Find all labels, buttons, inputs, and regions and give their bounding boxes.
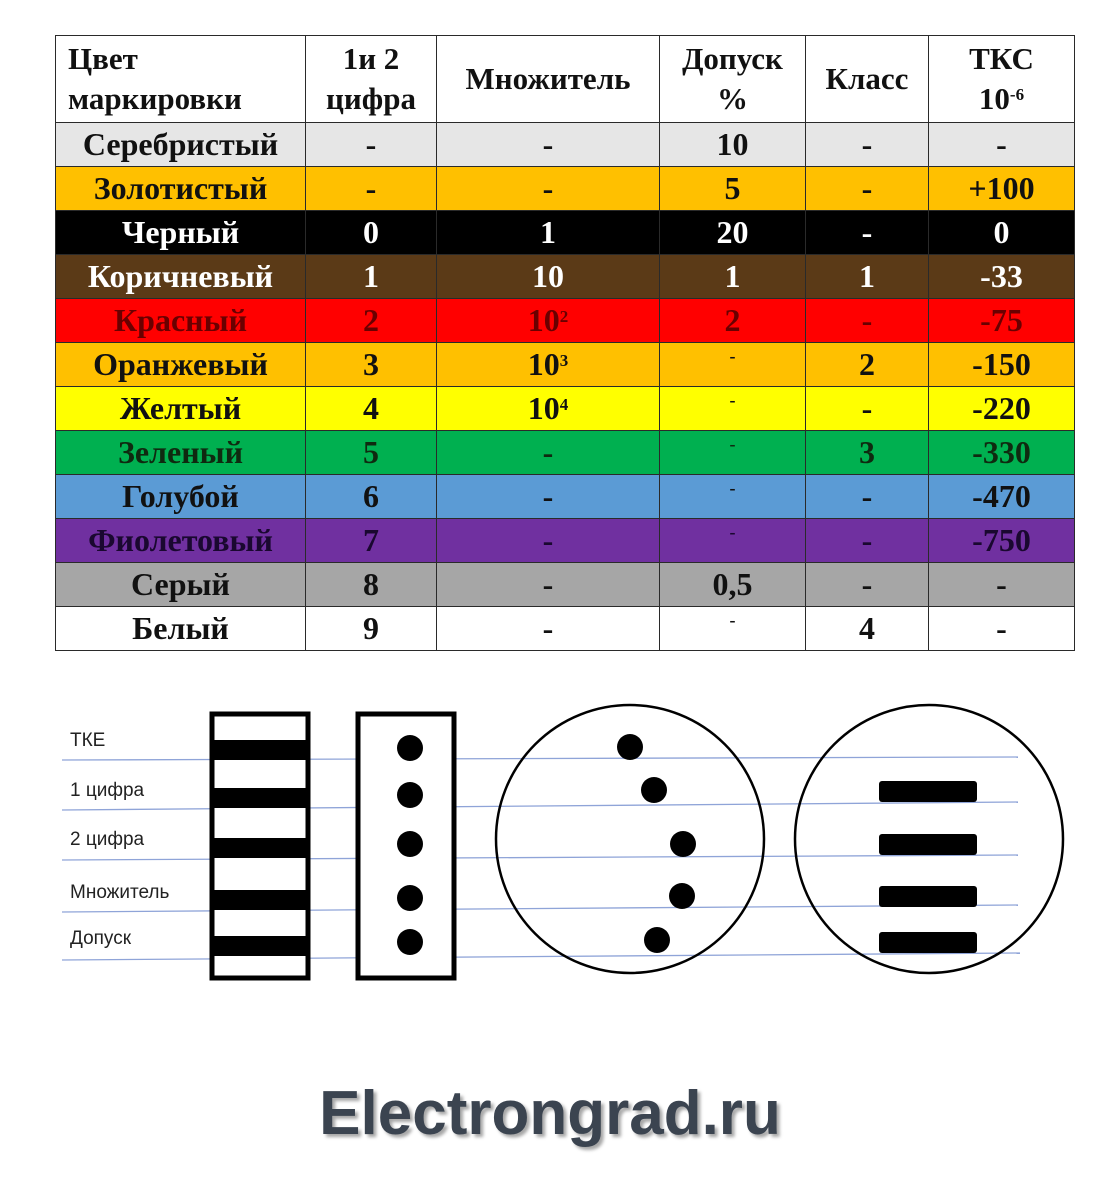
stripe-multiplier: [212, 890, 308, 910]
cell-color-name: Красный: [56, 299, 306, 343]
multiplier-base: 1: [540, 214, 556, 250]
header-tolerance: [660, 36, 806, 123]
cell-class: 2: [806, 343, 929, 387]
table-row: [56, 431, 1075, 475]
header-tcr: [929, 36, 1075, 123]
cell-class: -: [806, 387, 929, 431]
header-tolerance-line2: %: [717, 81, 748, 116]
round-barred-body: [795, 705, 1063, 973]
cell-color-name: Белый: [56, 607, 306, 651]
cell-tolerance: 5: [660, 167, 806, 211]
multiplier-base: -: [542, 170, 554, 206]
tolerance-dash: -: [729, 610, 736, 630]
dot-digit2: [397, 831, 423, 857]
multiplier-base: 10: [532, 258, 564, 294]
header-digits: [306, 36, 437, 123]
tolerance-dash: -: [729, 478, 736, 498]
cell-color-name: Зеленый: [56, 431, 306, 475]
label-digit2: 2 цифра: [70, 829, 145, 850]
cell-digit: 6: [306, 475, 437, 519]
stripe-tolerance: [212, 936, 308, 956]
table-row: [56, 519, 1075, 563]
table-row: [56, 211, 1075, 255]
label-multiplier: Множитель: [70, 882, 170, 903]
guide-lines: [62, 757, 1020, 960]
bar-4: [879, 932, 977, 953]
cell-multiplier: [437, 519, 660, 563]
multiplier-base: -: [542, 126, 554, 162]
cell-digit: 8: [306, 563, 437, 607]
header-tcr-line2: [929, 79, 1074, 119]
cell-color-name: Желтый: [56, 387, 306, 431]
cell-color-name: Серебристый: [56, 123, 306, 167]
cell-tcr: -: [929, 607, 1075, 651]
tolerance-dash: -: [729, 522, 736, 542]
cell-class: -: [806, 299, 929, 343]
header-color: [56, 36, 306, 123]
cell-digit: 4: [306, 387, 437, 431]
stripe-digit1: [212, 788, 308, 808]
label-tke: ТКЕ: [70, 730, 106, 751]
cell-tolerance: 0,5: [660, 563, 806, 607]
cell-class: -: [806, 475, 929, 519]
guide-line-tolerance: [62, 953, 1020, 960]
cell-class: 4: [806, 607, 929, 651]
cell-color-name: Серый: [56, 563, 306, 607]
multiplier-base: -: [542, 566, 554, 602]
cell-multiplier: [437, 299, 660, 343]
multiplier-base: -: [542, 610, 554, 646]
cell-multiplier: [437, 343, 660, 387]
cell-color-name: Фиолетовый: [56, 519, 306, 563]
bar-3: [879, 886, 977, 907]
dot-multiplier: [397, 885, 423, 911]
dot-tke: [397, 735, 423, 761]
cell-tcr: -: [929, 563, 1075, 607]
cell-color-name: Золотистый: [56, 167, 306, 211]
stripe-digit2: [212, 838, 308, 858]
cell-tolerance: [660, 431, 806, 475]
striped-resistor-body: [212, 714, 308, 978]
multiplier-base: -: [542, 522, 554, 558]
round-dot-digit1: [641, 777, 667, 803]
cell-tcr: -33: [929, 255, 1075, 299]
bar-1: [879, 781, 977, 802]
table-row: [56, 167, 1075, 211]
multiplier-exponent: 2: [559, 307, 569, 326]
guide-line-multiplier: [62, 905, 1018, 912]
cell-digit: -: [306, 167, 437, 211]
dot-digit1: [397, 782, 423, 808]
cell-color-name: Оранжевый: [56, 343, 306, 387]
round-dotted-body: [496, 705, 764, 973]
cell-tcr: -220: [929, 387, 1075, 431]
cell-digit: 2: [306, 299, 437, 343]
round-dot-tke: [617, 734, 643, 760]
cell-multiplier: [437, 563, 660, 607]
cell-class: -: [806, 167, 929, 211]
cell-digit: 0: [306, 211, 437, 255]
header-tcr-line1: ТКС: [969, 41, 1034, 76]
table-row: [56, 563, 1075, 607]
cell-class: -: [806, 563, 929, 607]
cell-digit: 7: [306, 519, 437, 563]
cell-digit: -: [306, 123, 437, 167]
cell-tcr: -330: [929, 431, 1075, 475]
cell-color-name: Коричневый: [56, 255, 306, 299]
table-header-row: [56, 36, 1075, 123]
tolerance-dash: -: [729, 434, 736, 454]
cell-class: 3: [806, 431, 929, 475]
dot-tolerance: [397, 929, 423, 955]
multiplier-base: 10: [527, 390, 560, 426]
multiplier-base: -: [542, 434, 554, 470]
cell-tolerance: [660, 475, 806, 519]
header-digits-line1: 1и 2: [342, 41, 400, 76]
cell-multiplier: [437, 387, 660, 431]
header-tcr-base: 10: [978, 81, 1010, 116]
cell-tolerance: 10: [660, 123, 806, 167]
cell-color-name: Черный: [56, 211, 306, 255]
cell-tolerance: 2: [660, 299, 806, 343]
bar-2: [879, 834, 977, 855]
header-digits-line2: цифра: [326, 81, 416, 116]
cell-multiplier: [437, 255, 660, 299]
cell-tcr: -750: [929, 519, 1075, 563]
header-color-line1: Цвет: [68, 41, 138, 76]
table-row: [56, 607, 1075, 651]
multiplier-exponent: 4: [559, 395, 569, 414]
tolerance-dash: -: [729, 346, 736, 366]
cell-multiplier: [437, 475, 660, 519]
label-tolerance: Допуск: [70, 928, 132, 949]
cell-tolerance: 1: [660, 255, 806, 299]
guide-line-digit2: [62, 855, 1018, 860]
cell-tolerance: 20: [660, 211, 806, 255]
multiplier-base: -: [542, 478, 554, 514]
tolerance-dash: -: [729, 390, 736, 410]
cell-digit: 3: [306, 343, 437, 387]
table-row: [56, 123, 1075, 167]
cell-color-name: Голубой: [56, 475, 306, 519]
label-digit1: 1 цифра: [70, 780, 145, 801]
cell-tolerance: [660, 343, 806, 387]
cell-class: -: [806, 123, 929, 167]
cell-tcr: -150: [929, 343, 1075, 387]
cell-multiplier: [437, 607, 660, 651]
header-tolerance-line1: Допуск: [682, 41, 783, 76]
cell-tolerance: [660, 387, 806, 431]
cell-class: -: [806, 211, 929, 255]
header-tcr-exp: -6: [1009, 85, 1025, 104]
cell-class: -: [806, 519, 929, 563]
stripe-tke: [212, 740, 308, 760]
cell-tcr: 0: [929, 211, 1075, 255]
cell-tolerance: [660, 607, 806, 651]
guide-line-digit1: [62, 802, 1018, 810]
round-dot-digit2: [670, 831, 696, 857]
table-row: [56, 387, 1075, 431]
cell-tolerance: [660, 519, 806, 563]
table-body: [56, 123, 1075, 651]
multiplier-base: 10: [527, 302, 560, 338]
cell-tcr: -: [929, 123, 1075, 167]
header-multiplier: Множитель: [437, 36, 660, 123]
marking-diagram: [0, 690, 1100, 1010]
cell-tcr: +100: [929, 167, 1075, 211]
cell-multiplier: [437, 167, 660, 211]
dotted-resistor-body: [358, 714, 454, 978]
table-row: [56, 475, 1075, 519]
header-class: Класс: [806, 36, 929, 123]
site-logo-text: Electrongrad.ru: [319, 1079, 781, 1148]
cell-class: 1: [806, 255, 929, 299]
cell-digit: 9: [306, 607, 437, 651]
round-dot-tolerance: [644, 927, 670, 953]
round-dot-multiplier: [669, 883, 695, 909]
cell-tcr: -470: [929, 475, 1075, 519]
cell-multiplier: [437, 211, 660, 255]
cell-multiplier: [437, 123, 660, 167]
cell-tcr: -75: [929, 299, 1075, 343]
table-row: [56, 299, 1075, 343]
cell-multiplier: [437, 431, 660, 475]
guide-line-tke: [62, 757, 1018, 760]
multiplier-exponent: 3: [559, 351, 569, 370]
cell-digit: 5: [306, 431, 437, 475]
header-color-line2: маркировки: [68, 81, 242, 116]
table-row: [56, 343, 1075, 387]
color-code-table: [55, 35, 1075, 651]
multiplier-base: 10: [527, 346, 560, 382]
cell-digit: 1: [306, 255, 437, 299]
table-row: [56, 255, 1075, 299]
